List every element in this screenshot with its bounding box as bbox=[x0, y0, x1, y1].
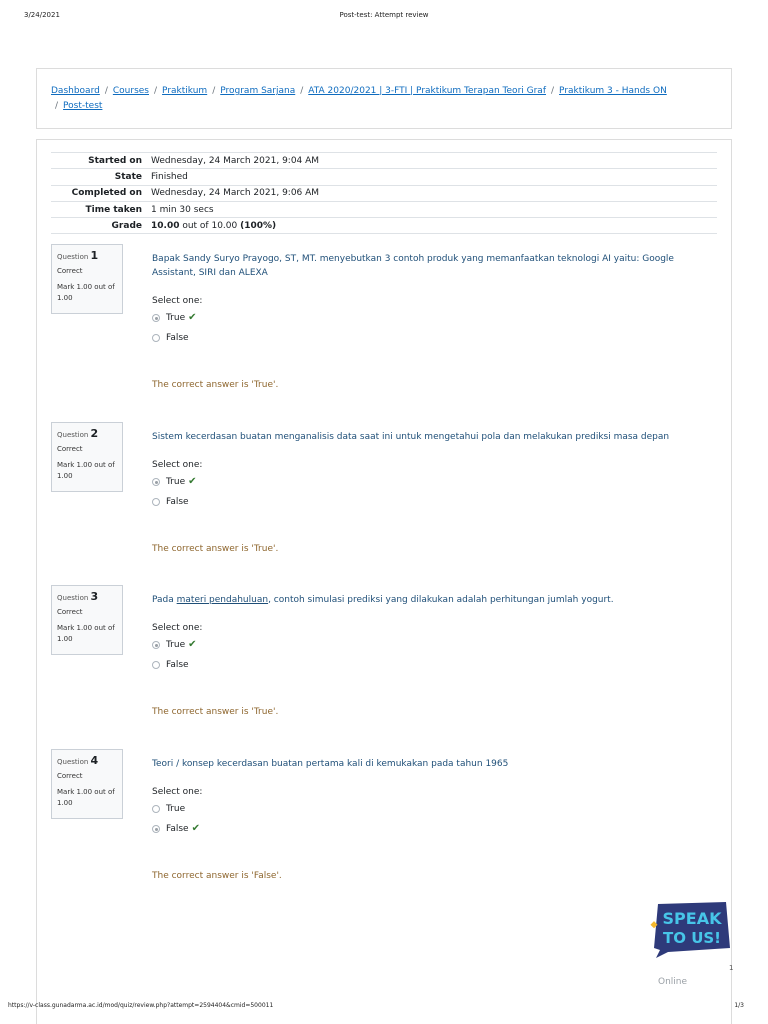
radio-button[interactable] bbox=[152, 661, 160, 669]
question-mark: Mark 1.00 out of 1.00 bbox=[57, 283, 115, 302]
print-page-number: 1/3 bbox=[734, 1002, 744, 1009]
question-number-value: 3 bbox=[90, 590, 99, 603]
check-icon: ✔ bbox=[188, 312, 197, 323]
question-number bbox=[57, 249, 99, 262]
summary-value: 1 min 30 secs bbox=[151, 204, 214, 215]
summary-label: Started on bbox=[88, 155, 142, 166]
question-text bbox=[152, 593, 712, 607]
breadcrumb-course[interactable]: ATA 2020/2021 | 3-FTI | Praktikum Terapan Teori Graf bbox=[308, 86, 546, 96]
question-number bbox=[57, 427, 99, 440]
question-text: Teori / konsep kecerdasan buatan pertama kali di kemukakan pada tahun 1965 bbox=[152, 759, 509, 769]
check-icon: ✔ bbox=[191, 823, 200, 834]
check-icon: ✔ bbox=[188, 476, 197, 487]
option-label: True bbox=[166, 640, 186, 650]
breadcrumb-separator: / bbox=[104, 86, 108, 96]
question-state: Correct bbox=[57, 772, 83, 780]
summary-value: Wednesday, 24 March 2021, 9:04 AM bbox=[151, 155, 320, 166]
answer-option-false[interactable] bbox=[152, 328, 712, 348]
answer-option-false[interactable] bbox=[152, 492, 712, 512]
question-state: Correct bbox=[57, 267, 83, 275]
attempt-summary-table bbox=[51, 152, 717, 234]
summary-row-completed bbox=[51, 185, 717, 201]
question-text-pre: Pada bbox=[152, 595, 177, 605]
badge-text-line2: TO US! bbox=[662, 929, 722, 947]
question-text-post: , contoh simulasi prediksi yang dilakukan adalah perhitungan jumlah yogurt. bbox=[268, 595, 614, 605]
question-label: Question bbox=[57, 253, 89, 261]
summary-value bbox=[151, 218, 717, 234]
question-label: Question bbox=[57, 431, 89, 439]
question-number-value: 4 bbox=[90, 754, 99, 767]
question-mark: Mark 1.00 out of 1.00 bbox=[57, 624, 115, 643]
summary-label: State bbox=[114, 171, 142, 182]
grade-score: 10.00 bbox=[151, 220, 180, 231]
answer-option-true[interactable] bbox=[152, 472, 712, 492]
select-one-label: Select one: bbox=[152, 787, 203, 797]
radio-button-checked[interactable] bbox=[152, 641, 160, 649]
answer-option-true[interactable] bbox=[152, 799, 712, 819]
answer-option-false[interactable] bbox=[152, 655, 712, 675]
question-info-4 bbox=[51, 749, 123, 819]
summary-label: Grade bbox=[111, 220, 142, 231]
print-footer bbox=[0, 1002, 768, 1014]
radio-button[interactable] bbox=[152, 334, 160, 342]
question-info-3 bbox=[51, 585, 123, 655]
question-label: Question bbox=[57, 758, 89, 766]
right-answer-feedback: The correct answer is 'True'. bbox=[152, 707, 279, 717]
question-number-value: 1 bbox=[90, 249, 99, 262]
question-mark: Mark 1.00 out of 1.00 bbox=[57, 788, 115, 807]
grade-out-of: out of 10.00 bbox=[179, 220, 241, 231]
question-text: Bapak Sandy Suryo Prayogo, ST, MT. menyebutkan 3 contoh produk yang memanfaatkan teknologi AI yaitu: Google Assistant, SIRI dan ALEXA bbox=[152, 254, 674, 278]
breadcrumb-separator: / bbox=[55, 101, 59, 111]
print-footer-url: https://v-class.gunadarma.ac.id/mod/quiz/review.php?attempt=2594404&cmid=500011 bbox=[8, 1002, 274, 1009]
select-one-label: Select one: bbox=[152, 460, 203, 470]
breadcrumb-praktikum[interactable]: Praktikum bbox=[162, 86, 208, 96]
radio-button[interactable] bbox=[152, 805, 160, 813]
summary-label: Time taken bbox=[85, 204, 142, 215]
summary-row-grade bbox=[51, 218, 717, 234]
print-header bbox=[0, 11, 768, 23]
answer-option-true[interactable] bbox=[152, 308, 712, 328]
summary-value: Finished bbox=[151, 171, 188, 182]
select-one-label: Select one: bbox=[152, 623, 203, 633]
summary-value: Wednesday, 24 March 2021, 9:06 AM bbox=[151, 188, 320, 199]
summary-row-time-taken bbox=[51, 201, 717, 217]
question-state: Correct bbox=[57, 608, 83, 616]
online-status-label: Online bbox=[658, 977, 688, 987]
radio-button-checked[interactable] bbox=[152, 314, 160, 322]
select-one-label: Select one: bbox=[152, 296, 203, 306]
breadcrumb-separator: / bbox=[154, 86, 158, 96]
option-label: False bbox=[166, 333, 189, 343]
summary-row-state bbox=[51, 169, 717, 185]
summary-label: Completed on bbox=[71, 188, 142, 199]
question-state: Correct bbox=[57, 445, 83, 453]
option-label: True bbox=[166, 313, 186, 323]
answer-option-false[interactable] bbox=[152, 819, 712, 839]
question-mark: Mark 1.00 out of 1.00 bbox=[57, 461, 115, 480]
breadcrumb-separator: / bbox=[551, 86, 555, 96]
materi-pendahuluan-link[interactable]: materi pendahuluan bbox=[176, 595, 269, 605]
right-answer-feedback: The correct answer is 'True'. bbox=[152, 380, 279, 390]
question-label: Question bbox=[57, 594, 89, 602]
summary-row-started bbox=[51, 153, 717, 169]
breadcrumb-section[interactable]: Praktikum 3 - Hands ON bbox=[559, 86, 667, 96]
breadcrumb bbox=[36, 68, 732, 129]
question-info-2 bbox=[51, 422, 123, 492]
breadcrumb-courses[interactable]: Courses bbox=[112, 86, 149, 96]
grade-percent: (100%) bbox=[240, 220, 277, 231]
badge-text-line1: SPEAK bbox=[662, 909, 722, 928]
print-page-title: Post-test: Attempt review bbox=[339, 11, 429, 19]
radio-button-checked[interactable] bbox=[152, 478, 160, 486]
speak-to-us-badge-graphic bbox=[648, 900, 732, 960]
question-number bbox=[57, 590, 99, 603]
right-answer-feedback: The correct answer is 'True'. bbox=[152, 544, 279, 554]
question-content-2 bbox=[152, 430, 712, 560]
speak-to-us-badge[interactable] bbox=[648, 900, 732, 960]
side-page-number: 1 bbox=[729, 964, 734, 972]
question-number bbox=[57, 754, 99, 767]
option-label: False bbox=[166, 660, 189, 670]
question-content-4 bbox=[152, 757, 712, 887]
option-label: True bbox=[166, 804, 186, 814]
breadcrumb-separator: / bbox=[300, 86, 304, 96]
question-content-1 bbox=[152, 252, 712, 392]
question-number-value: 2 bbox=[90, 427, 99, 440]
breadcrumb-program-sarjana[interactable]: Program Sarjana bbox=[220, 86, 296, 96]
breadcrumb-dashboard[interactable]: Dashboard bbox=[51, 86, 100, 96]
radio-button[interactable] bbox=[152, 498, 160, 506]
question-info-1 bbox=[51, 244, 123, 314]
option-label: True bbox=[166, 477, 186, 487]
attempt-review-region bbox=[36, 139, 732, 1024]
print-date: 3/24/2021 bbox=[24, 11, 60, 19]
right-answer-feedback: The correct answer is 'False'. bbox=[152, 871, 282, 881]
answer-option-true[interactable] bbox=[152, 635, 712, 655]
option-label: False bbox=[166, 824, 189, 834]
breadcrumb-post-test[interactable]: Post-test bbox=[63, 101, 103, 111]
breadcrumb-separator: / bbox=[212, 86, 216, 96]
check-icon: ✔ bbox=[188, 639, 197, 650]
radio-button-checked[interactable] bbox=[152, 825, 160, 833]
question-content-3 bbox=[152, 593, 712, 723]
question-text: Sistem kecerdasan buatan menganalisis data saat ini untuk mengetahui pola dan melakukan prediksi masa depan bbox=[152, 432, 670, 442]
option-label: False bbox=[166, 497, 189, 507]
